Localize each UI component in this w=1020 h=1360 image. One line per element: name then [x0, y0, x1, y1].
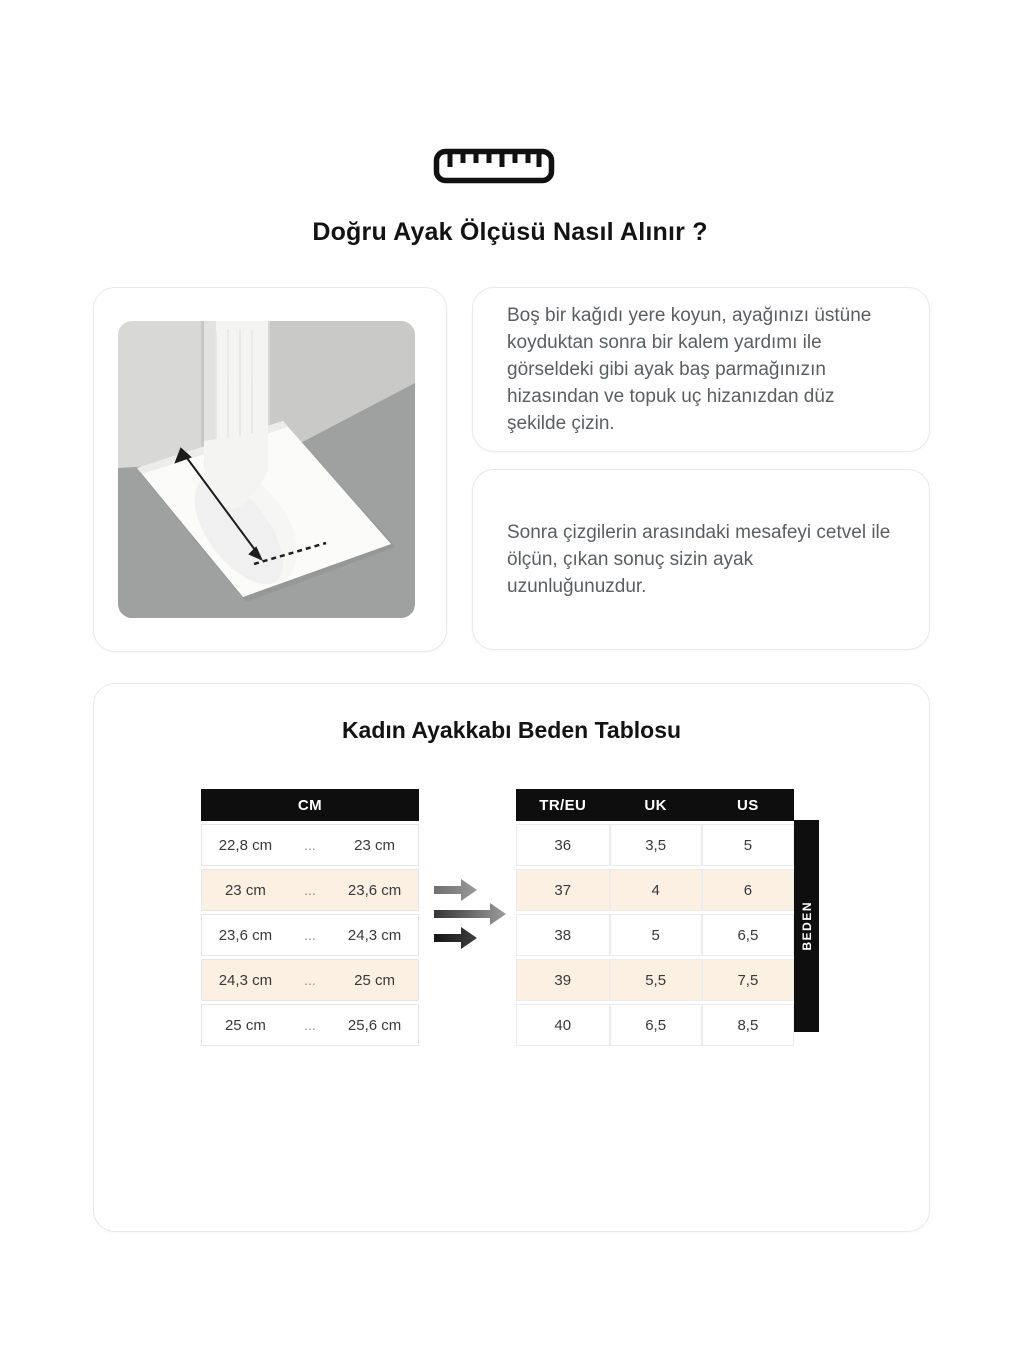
table-row	[201, 959, 419, 1001]
size-conversion-table	[516, 786, 794, 1049]
range-separator: ...	[289, 959, 331, 1001]
table-row	[201, 824, 419, 866]
cm-max-cell: 25,6 cm	[331, 1004, 419, 1046]
table-row	[201, 914, 419, 956]
mapping-arrows-icon	[434, 877, 506, 951]
treu-cell: 37	[516, 869, 610, 911]
cm-max-cell: 23,6 cm	[331, 869, 419, 911]
uk-cell: 5,5	[610, 959, 702, 1001]
treu-header-cell: TR/EU	[516, 789, 610, 821]
table-row	[516, 959, 794, 1001]
uk-header-cell: UK	[610, 789, 702, 821]
beden-label: BEDEN	[799, 901, 814, 951]
cm-min-cell: 25 cm	[201, 1004, 289, 1046]
us-cell: 6	[702, 869, 794, 911]
table-row	[516, 1004, 794, 1046]
uk-cell: 3,5	[610, 824, 702, 866]
cm-min-cell: 24,3 cm	[201, 959, 289, 1001]
instruction-step2-card	[472, 469, 930, 650]
uk-cell: 6,5	[610, 1004, 702, 1046]
treu-cell: 36	[516, 824, 610, 866]
range-separator: ...	[289, 914, 331, 956]
us-cell: 5	[702, 824, 794, 866]
us-cell: 6,5	[702, 914, 794, 956]
range-separator: ...	[289, 1004, 331, 1046]
cm-range-table	[201, 786, 419, 1049]
treu-cell: 40	[516, 1004, 610, 1046]
table-row	[516, 914, 794, 956]
cm-max-cell: 24,3 cm	[331, 914, 419, 956]
ruler-icon	[433, 148, 555, 185]
size-chart-title: Kadın Ayakkabı Beden Tablosu	[341, 717, 682, 743]
table-header-row	[516, 789, 794, 821]
uk-cell: 4	[610, 869, 702, 911]
treu-cell: 38	[516, 914, 610, 956]
cm-max-cell: 25 cm	[331, 959, 419, 1001]
table-row	[201, 869, 419, 911]
table-row	[516, 869, 794, 911]
page-title: Doğru Ayak Ölçüsü Nasıl Alınır ?	[312, 218, 708, 246]
foot-measurement-photo	[118, 321, 415, 618]
size-chart-card	[93, 683, 930, 1232]
treu-cell: 39	[516, 959, 610, 1001]
table-header-row	[201, 789, 419, 821]
cm-max-cell: 23 cm	[331, 824, 419, 866]
measurement-photo-card	[93, 287, 447, 652]
instruction-step1-card	[472, 287, 930, 452]
table-row	[516, 824, 794, 866]
us-cell: 8,5	[702, 1004, 794, 1046]
cm-min-cell: 23 cm	[201, 869, 289, 911]
instruction-step1-text: Boş bir kağıdı yere koyun, ayağınızı üstüne koyduktan sonra bir kalem yardımı ile görseldeki gibi ayak baş parmağınızın hizasından ve topuk uç hizanızdan düz şekilde çizin.	[507, 305, 872, 434]
instruction-step2-text: Sonra çizgilerin arasındaki mesafeyi cetvel ile ölçün, çıkan sonuç sizin ayak uzunluğunuzdur.	[507, 522, 891, 597]
range-separator: ...	[289, 869, 331, 911]
cm-min-cell: 22,8 cm	[201, 824, 289, 866]
beden-side-bar	[794, 820, 819, 1032]
us-header-cell: US	[702, 789, 794, 821]
uk-cell: 5	[610, 914, 702, 956]
cm-header-cell: CM	[201, 789, 419, 821]
table-row	[201, 1004, 419, 1046]
cm-min-cell: 23,6 cm	[201, 914, 289, 956]
range-separator: ...	[289, 824, 331, 866]
us-cell: 7,5	[702, 959, 794, 1001]
